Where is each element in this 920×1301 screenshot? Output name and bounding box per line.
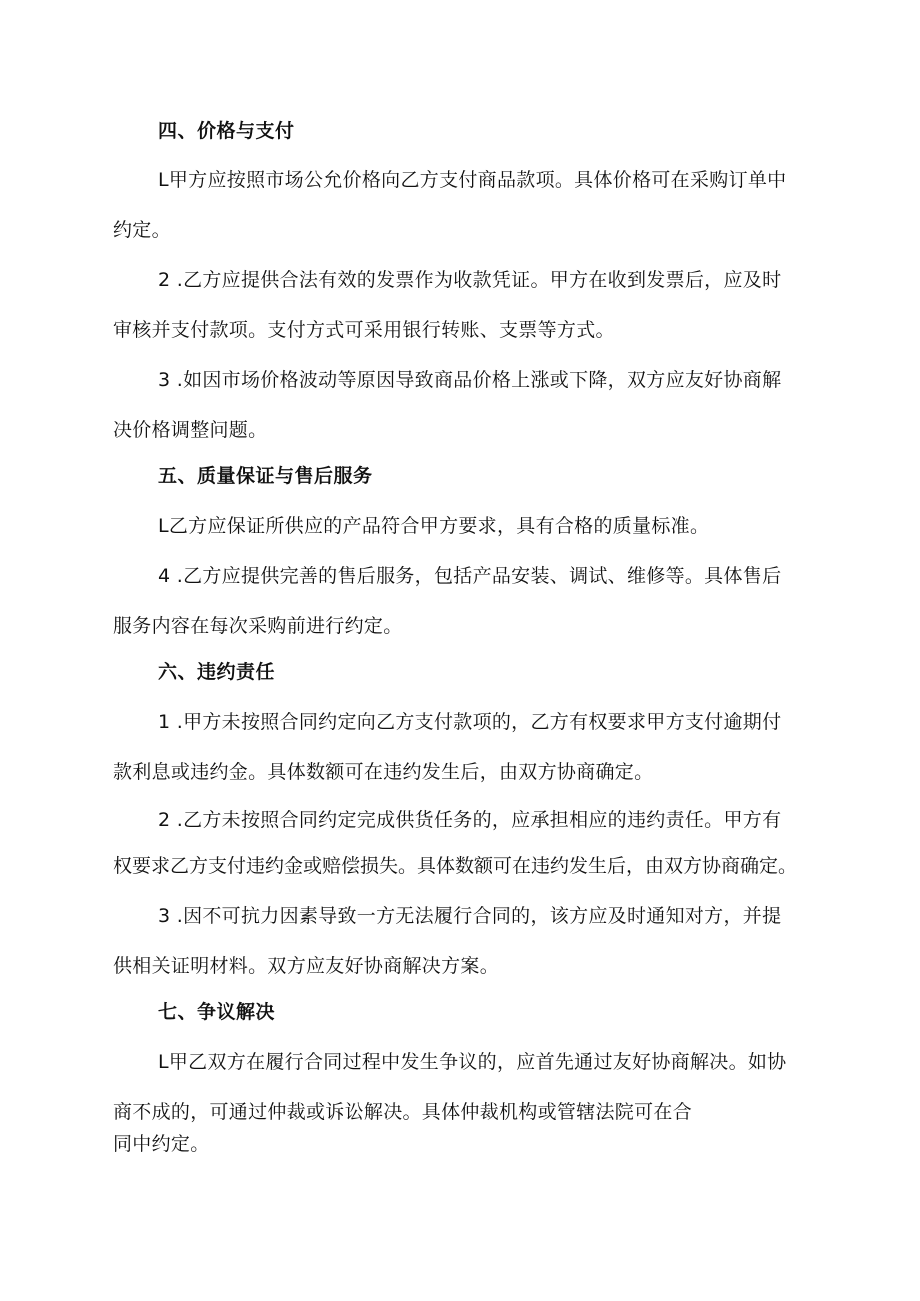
paragraph-line: L乙方应保证所供应的产品符合甲方要求，具有合格的质量标准。 [158,515,710,537]
paragraph-line: 商不成的，可通过仲裁或诉讼解决。具体仲裁机构或管辖法院可在合 [113,1101,693,1123]
paragraph-line: 2 .乙方应提供合法有效的发票作为收款凭证。甲方在收到发票后，应及时 [158,269,782,291]
paragraph-line: 服务内容在每次采购前进行约定。 [113,615,403,637]
paragraph-line: 供相关证明材料。双方应友好协商解决方案。 [113,955,500,977]
paragraph-line: 决价格调整问题。 [113,419,268,441]
paragraph-line: 4 .乙方应提供完善的售后服务，包括产品安装、调试、维修等。具体售后 [158,565,782,587]
paragraph-line: L甲方应按照市场公允价格向乙方支付商品款项。具体价格可在采购订单中 [158,169,787,191]
paragraph-line: 权要求乙方支付违约金或赔偿损失。具体数额可在违约发生后，由双方协商确定。 [113,855,798,877]
paragraph-line: 3 .因不可抗力因素导致一方无法履行合同的，该方应及时通知对方，并提 [158,905,782,927]
paragraph-line: L甲乙双方在履行合同过程中发生争议的，应首先通过友好协商解决。如协 [158,1051,787,1073]
paragraph-line: 1 .甲方未按照合同约定向乙方支付款项的，乙方有权要求甲方支付逾期付 [158,711,782,733]
paragraph-line: 约定。 [113,219,171,241]
paragraph-line: 3 .如因市场价格波动等原因导致商品价格上涨或下降，双方应友好协商解 [158,369,782,391]
section-heading-dispute-resolution: 七、争议解决 [158,1001,276,1023]
paragraph-line: 款利息或违约金。具体数额可在违约发生后，由双方协商确定。 [113,761,654,783]
paragraph-line: 2 .乙方未按照合同约定完成供货任务的，应承担相应的违约责任。甲方有 [158,809,782,831]
section-heading-quality-service: 五、质量保证与售后服务 [158,465,373,487]
section-heading-price-payment: 四、价格与支付 [158,120,295,142]
paragraph-line: 审核并支付款项。支付方式可采用银行转账、支票等方式。 [113,319,615,341]
paragraph-line: 同中约定。 [113,1133,210,1155]
section-heading-breach-liability: 六、违约责任 [158,661,276,683]
